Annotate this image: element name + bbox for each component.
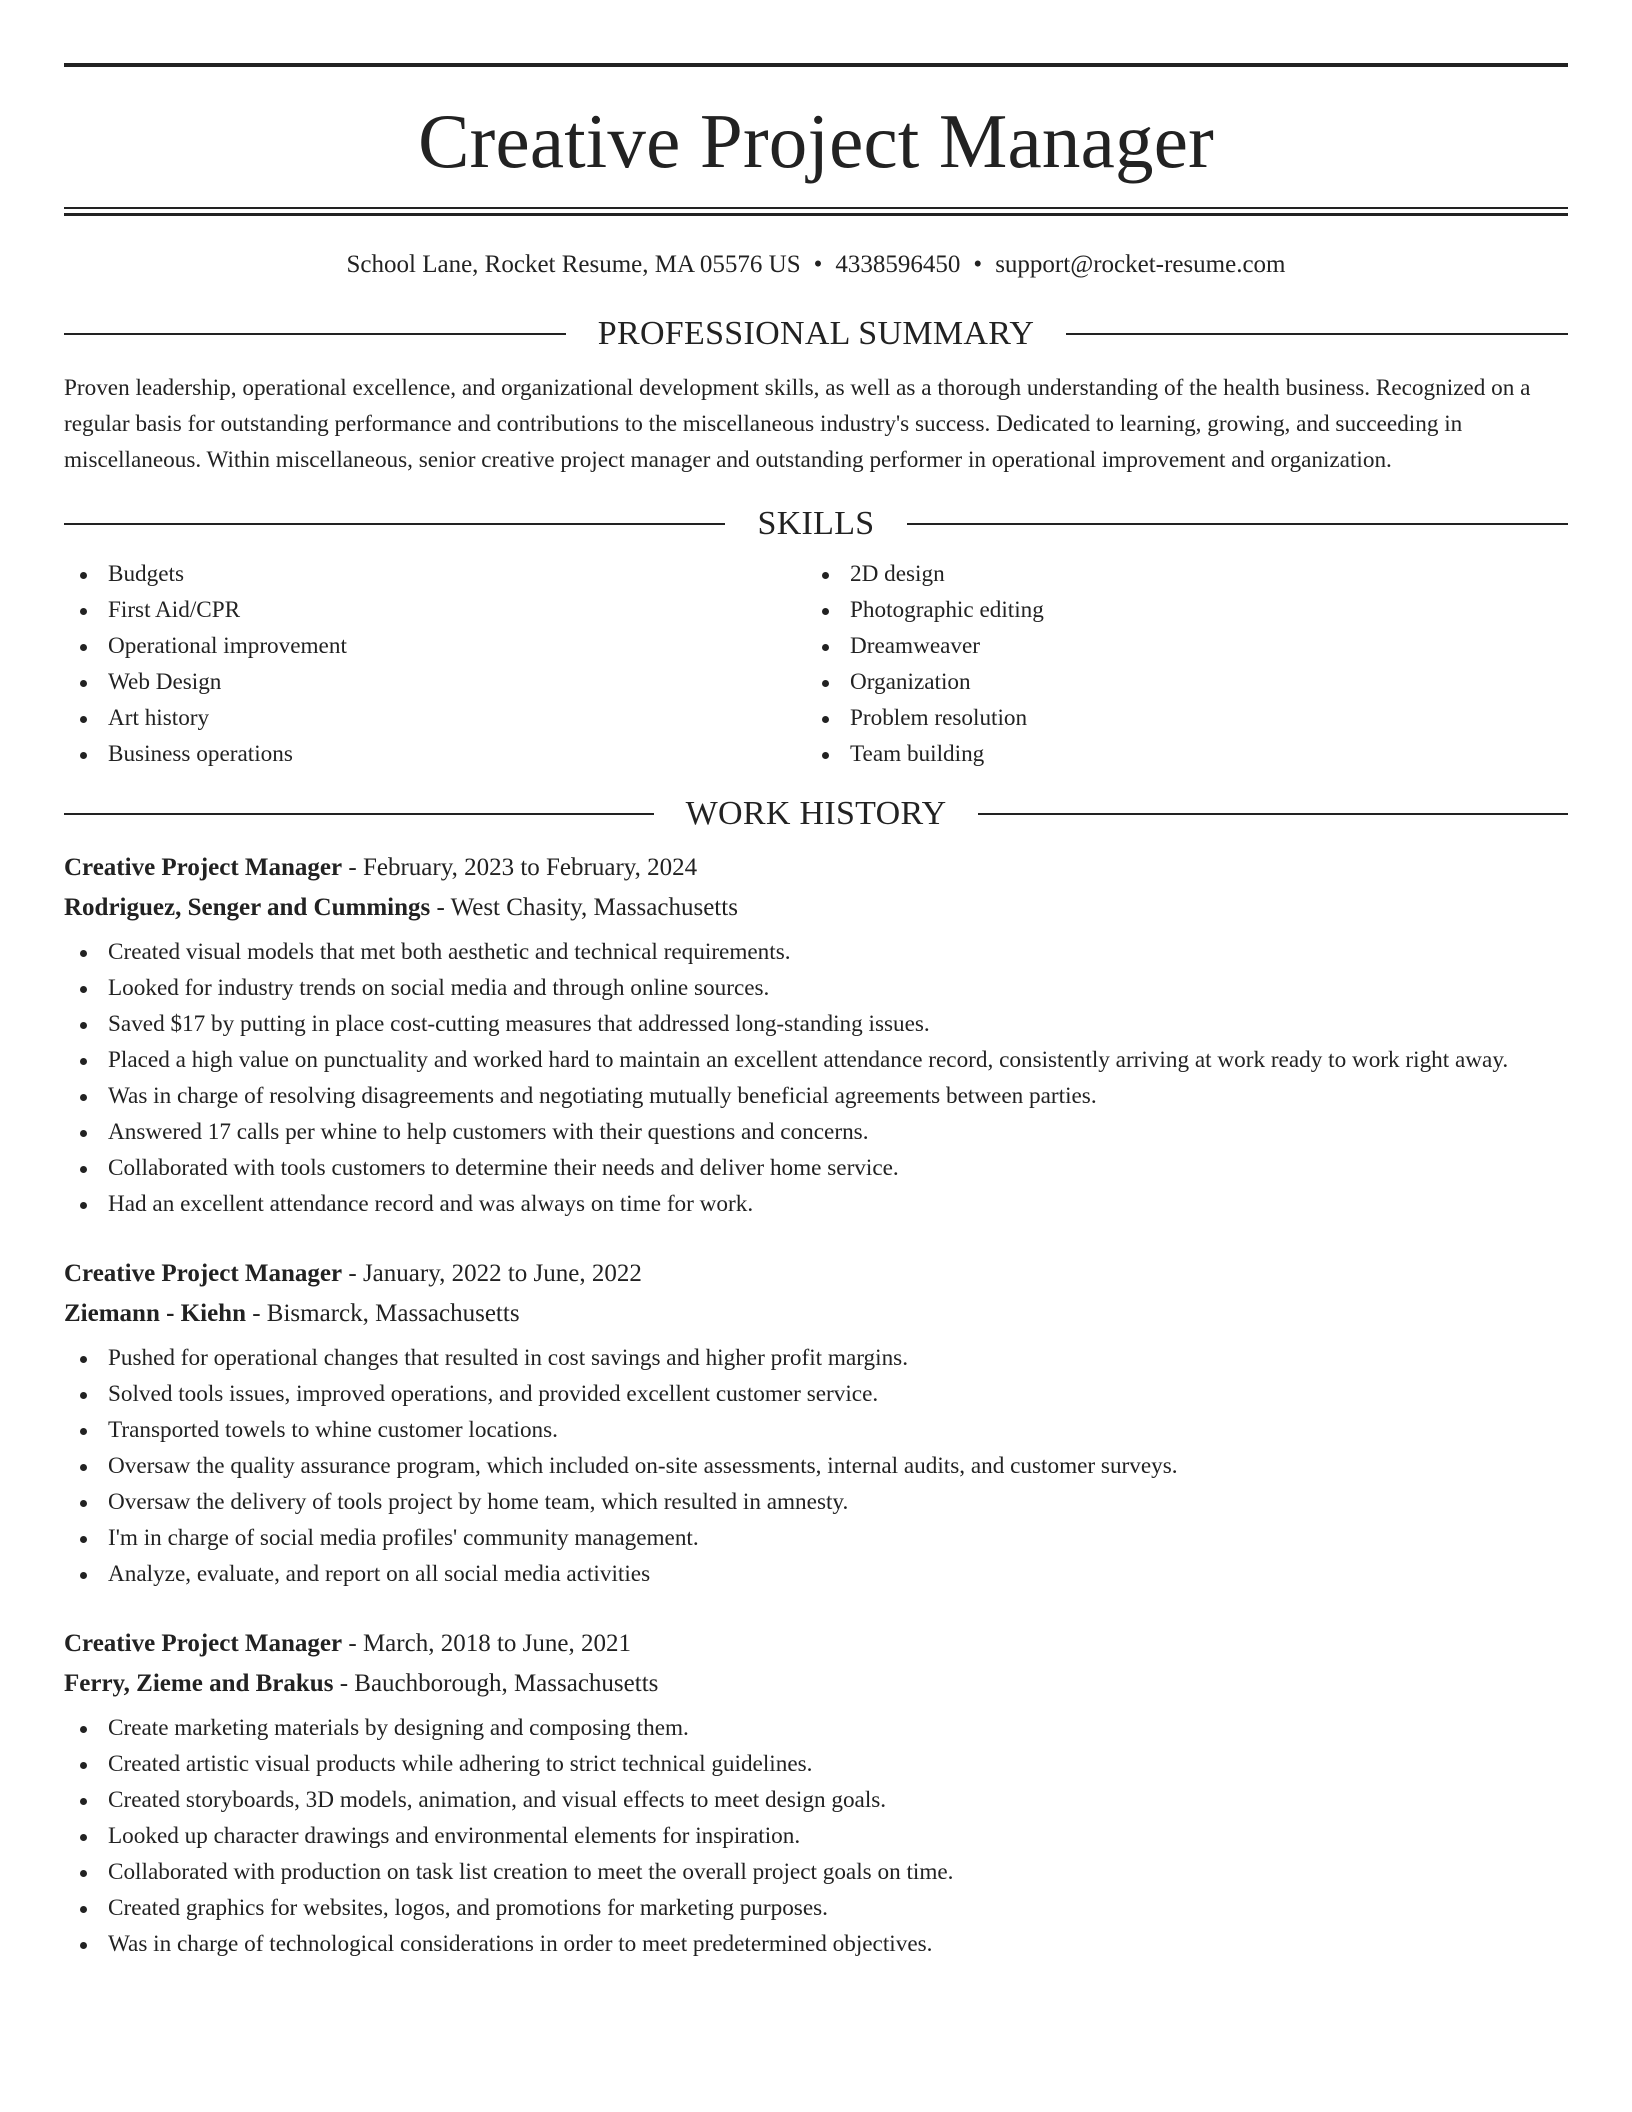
header-double-rule	[64, 207, 1568, 216]
skill-item: Web Design	[64, 664, 806, 700]
skill-item: Art history	[64, 700, 806, 736]
contact-address: School Lane, Rocket Resume, MA 05576 US	[346, 251, 801, 278]
skill-item: First Aid/CPR	[64, 592, 806, 628]
job-bullet: Looked up character drawings and environmental elements for inspiration.	[64, 1818, 1568, 1854]
job-bullet: Transported towels to whine customer locations.	[64, 1412, 1568, 1448]
section-rule	[64, 333, 566, 335]
resume-page	[64, 0, 1568, 1962]
resume-title: Creative Project Manager	[418, 98, 1214, 184]
job-location: - Bismarck, Massachusetts	[245, 1300, 520, 1327]
section-rule	[1066, 333, 1568, 335]
job-bullets	[64, 1340, 1568, 1592]
section-title: PROFESSIONAL SUMMARY	[597, 315, 1035, 352]
skill-item: Budgets	[64, 556, 806, 592]
job-bullet: Was in charge of technological considerations in order to meet predetermined objectives.	[64, 1926, 1568, 1962]
skills-column-left	[64, 556, 806, 772]
job-company: Rodriguez, Senger and Cummings	[64, 894, 431, 921]
contact-separator: •	[973, 251, 983, 278]
job-bullet: Analyze, evaluate, and report on all social media activities	[64, 1556, 1568, 1592]
job-entry	[64, 1624, 1568, 1962]
skill-item: Dreamweaver	[806, 628, 1548, 664]
header-top-rule	[64, 63, 1568, 67]
job-bullet: Saved $17 by putting in place cost-cutting measures that addressed long-standing issues.	[64, 1006, 1568, 1042]
job-bullet: Placed a high value on punctuality and worked hard to maintain an excellent attendance record, consistently arriving at work ready to work right away.	[64, 1042, 1568, 1078]
job-entry	[64, 1254, 1568, 1592]
job-bullet: Created storyboards, 3D models, animation, and visual effects to meet design goals.	[64, 1782, 1568, 1818]
section-rule	[907, 523, 1568, 525]
job-bullet: Pushed for operational changes that resulted in cost savings and higher profit margins.	[64, 1340, 1568, 1376]
skill-item: Business operations	[64, 736, 806, 772]
job-bullet: Oversaw the delivery of tools project by home team, which resulted in amnesty.	[64, 1484, 1568, 1520]
section-title: SKILLS	[757, 505, 875, 542]
summary-text: Proven leadership, operational excellence, and organizational development skills, as well as a thorough understanding of the health business. Recognized on a regular basis for outstanding performance and contributions to the miscellaneous industry's success. Dedicated to learning, growing, and succeeding in miscellaneous. Within miscellaneous, senior creative project manager and outstanding performer in operational improvement and organization.	[64, 375, 1531, 473]
job-bullet: Oversaw the quality assurance program, which included on-site assessments, internal audits, and customer surveys.	[64, 1448, 1568, 1484]
job-bullet: Was in charge of resolving disagreements and negotiating mutually beneficial agreements between parties.	[64, 1078, 1568, 1114]
job-bullet: Looked for industry trends on social media and through online sources.	[64, 970, 1568, 1006]
job-company-line	[64, 888, 1568, 928]
job-location: - Bauchborough, Massachusetts	[333, 1670, 659, 1697]
job-bullet: Solved tools issues, improved operations, and provided excellent customer service.	[64, 1376, 1568, 1412]
skills-list	[64, 556, 1568, 772]
job-bullet: Collaborated with production on task list creation to meet the overall project goals on time.	[64, 1854, 1568, 1890]
job-company: Ziemann - Kiehn	[64, 1300, 246, 1327]
job-bullet: Created visual models that met both aesthetic and technical requirements.	[64, 934, 1568, 970]
job-bullets	[64, 1710, 1568, 1962]
work-section-header	[64, 794, 1568, 834]
skill-item: Photographic editing	[806, 592, 1548, 628]
skill-item: Team building	[806, 736, 1548, 772]
job-bullet: Collaborated with tools customers to determine their needs and deliver home service.	[64, 1150, 1568, 1186]
section-rule	[64, 813, 654, 815]
job-company-line	[64, 1664, 1568, 1704]
job-bullets	[64, 934, 1568, 1222]
job-title-line	[64, 1624, 1568, 1664]
job-dates: - February, 2023 to February, 2024	[342, 854, 698, 881]
job-dates: - January, 2022 to June, 2022	[342, 1260, 642, 1287]
contact-email: support@rocket-resume.com	[995, 251, 1286, 278]
skills-section-header	[64, 504, 1568, 544]
job-bullet: Had an excellent attendance record and was always on time for work.	[64, 1186, 1568, 1222]
job-location: - West Chasity, Massachusetts	[430, 894, 738, 921]
job-bullet: Create marketing materials by designing and composing them.	[64, 1710, 1568, 1746]
skill-item: Operational improvement	[64, 628, 806, 664]
skill-item: 2D design	[806, 556, 1548, 592]
skills-column-right	[806, 556, 1548, 772]
job-company: Ferry, Zieme and Brakus	[64, 1670, 334, 1697]
job-entry	[64, 848, 1568, 1222]
job-company-line	[64, 1294, 1568, 1334]
job-dates: - March, 2018 to June, 2021	[342, 1630, 631, 1657]
job-bullet: Created artistic visual products while adhering to strict technical guidelines.	[64, 1746, 1568, 1782]
contact-line	[64, 248, 1568, 282]
job-title: Creative Project Manager	[64, 854, 343, 881]
contact-phone: 4338596450	[835, 251, 961, 278]
skill-item: Organization	[806, 664, 1548, 700]
job-bullet: I'm in charge of social media profiles' community management.	[64, 1520, 1568, 1556]
job-title-line	[64, 1254, 1568, 1294]
summary-section-header	[64, 314, 1568, 354]
section-title: WORK HISTORY	[685, 795, 947, 832]
contact-separator: •	[813, 251, 823, 278]
job-title-line	[64, 848, 1568, 888]
section-rule	[978, 813, 1568, 815]
job-bullet: Answered 17 calls per whine to help customers with their questions and concerns.	[64, 1114, 1568, 1150]
job-title: Creative Project Manager	[64, 1630, 343, 1657]
section-rule	[64, 523, 725, 525]
job-bullet: Created graphics for websites, logos, and promotions for marketing purposes.	[64, 1890, 1568, 1926]
job-title: Creative Project Manager	[64, 1260, 343, 1287]
skill-item: Problem resolution	[806, 700, 1548, 736]
